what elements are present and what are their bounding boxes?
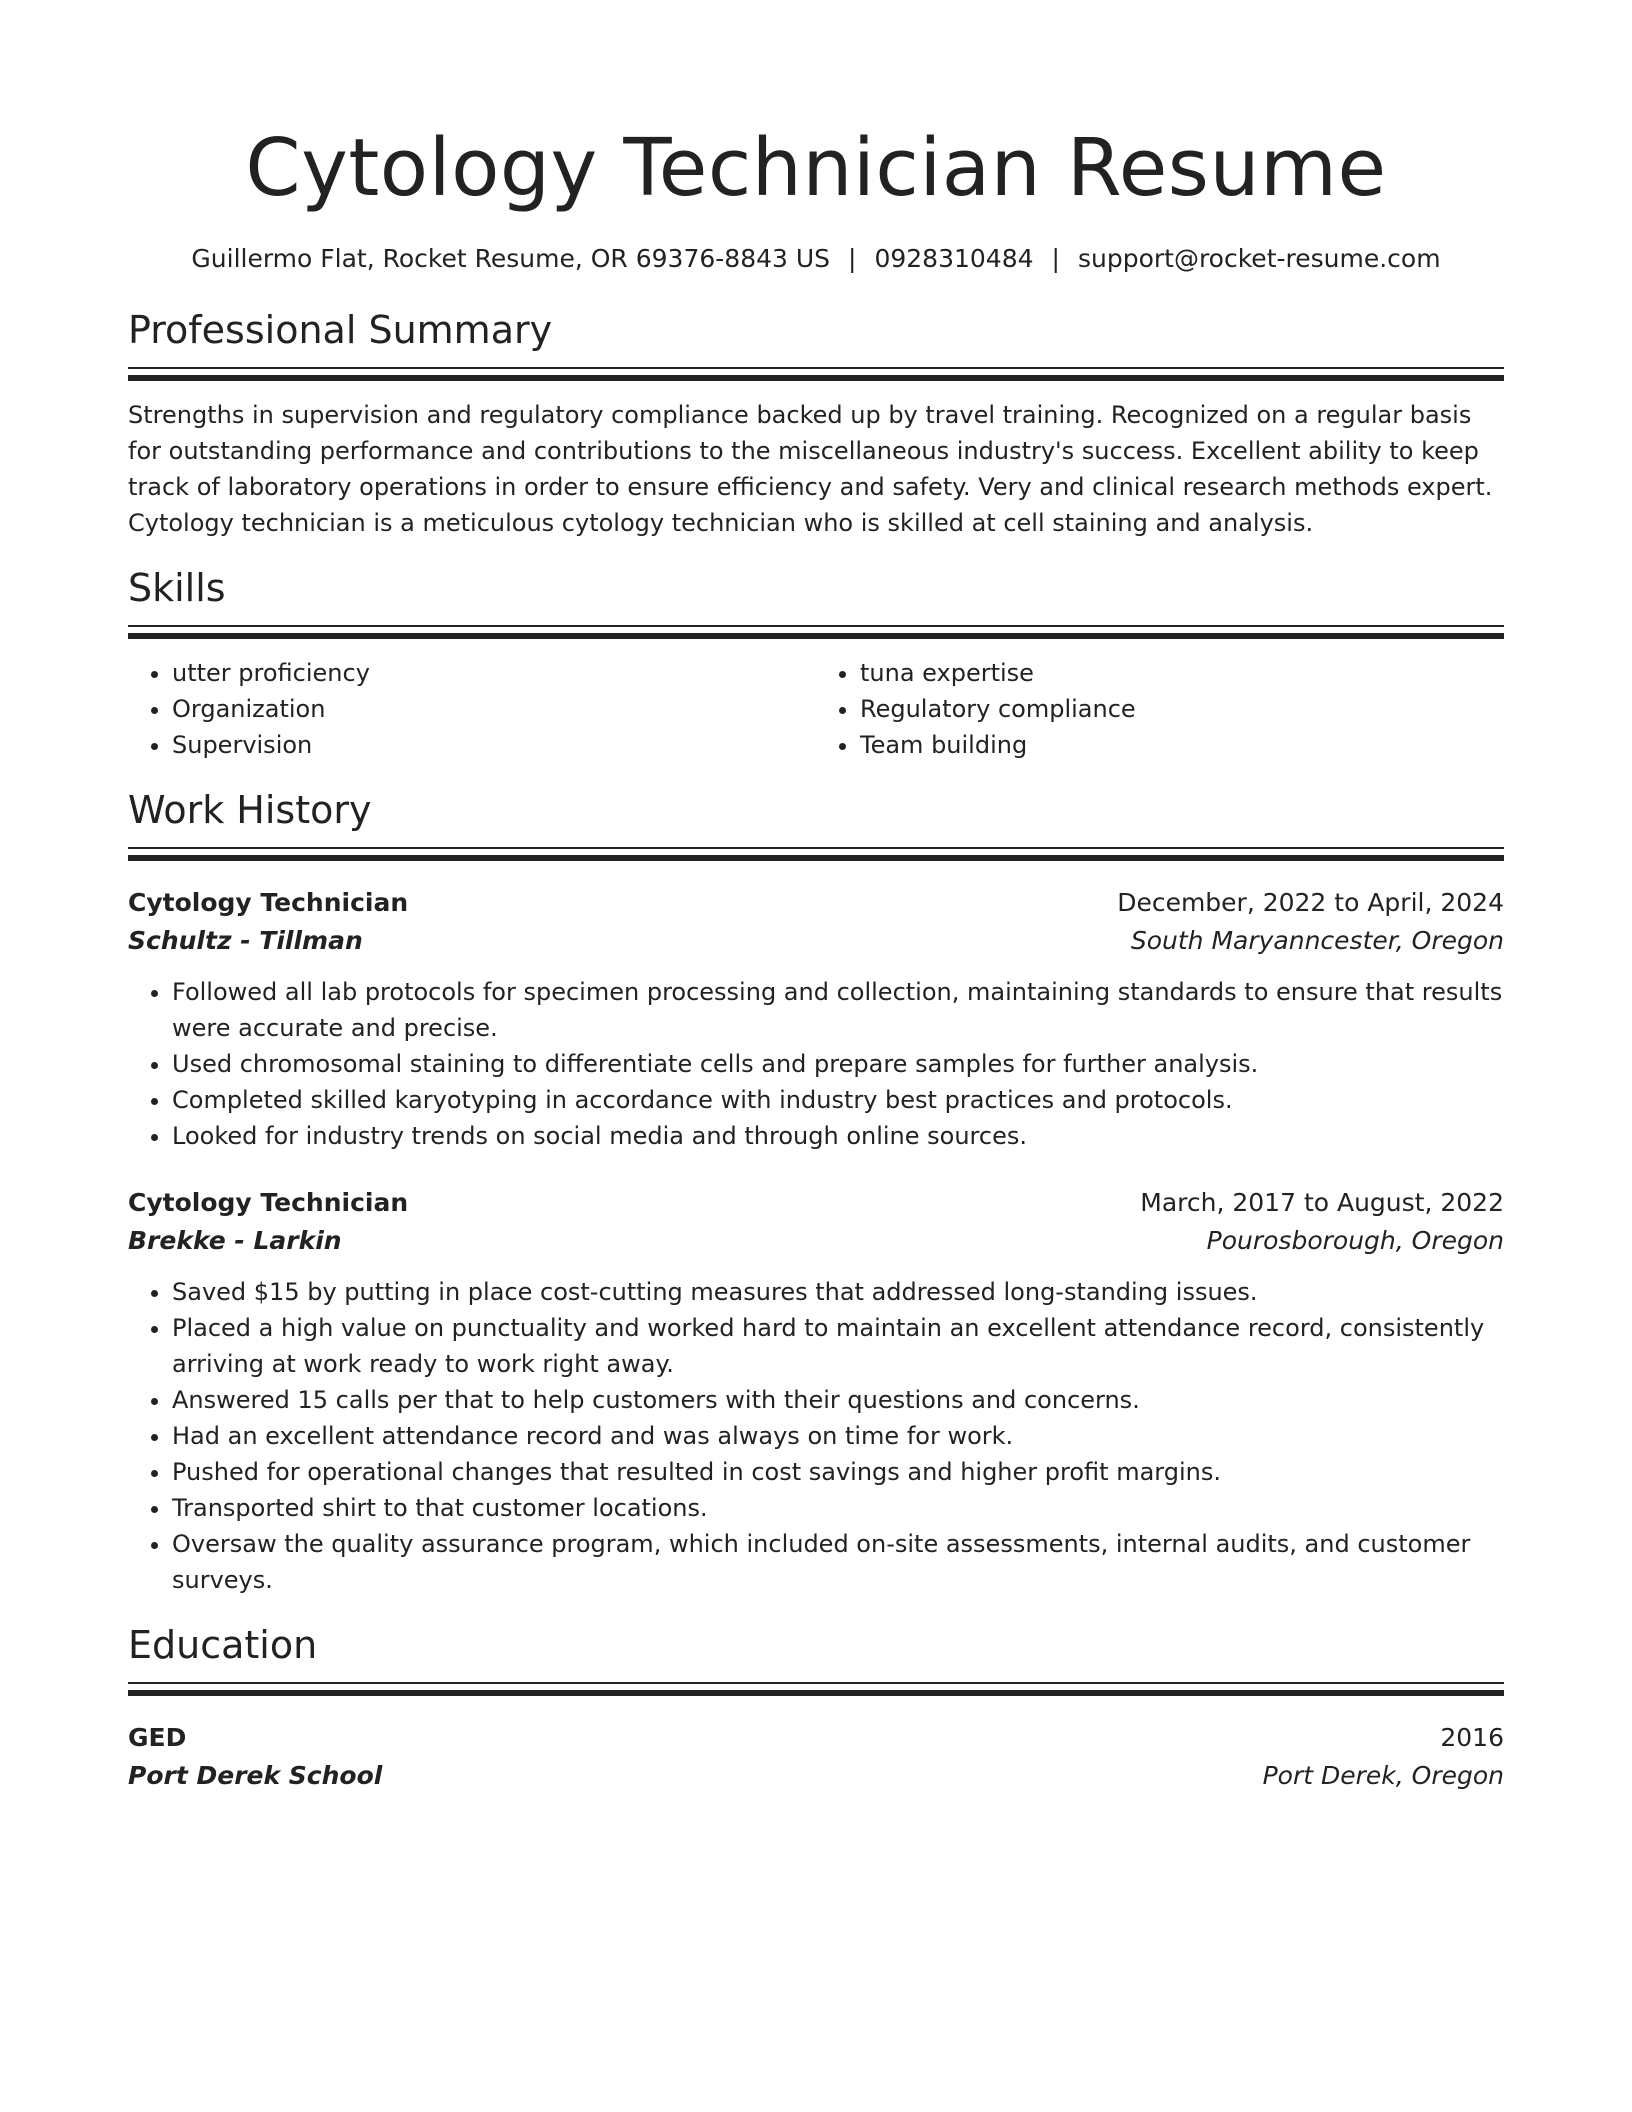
- contact-email: support@rocket-resume.com: [1077, 244, 1441, 273]
- education-heading: Education: [128, 1623, 318, 1667]
- resume-title: Cytology Technician Resume: [245, 122, 1387, 214]
- skills-column-left: [128, 655, 816, 763]
- skill-item: • utter proficiency: [172, 655, 816, 691]
- job-bullet: • Placed a high value on punctuality and worked hard to maintain an excellent attendance record, consistently arriving at work ready to work right away.: [172, 1310, 1504, 1382]
- education-section: [128, 1620, 1504, 1795]
- job-bullet: • Looked for industry trends on social media and through online sources.: [172, 1118, 1504, 1154]
- job-bullet: • Completed skilled karyotyping in accordance with industry best practices and protocols.: [172, 1082, 1504, 1118]
- education-school: Port Derek School: [128, 1761, 383, 1790]
- job-title: Cytology Technician: [128, 1188, 409, 1217]
- skills-list: [128, 655, 1504, 763]
- work-section: [128, 785, 1504, 1598]
- job-dates: December, 2022 to April, 2024: [1117, 888, 1504, 917]
- job-header: [128, 1184, 1504, 1222]
- education-year: 2016: [1440, 1723, 1504, 1752]
- contact-separator: |: [1051, 244, 1060, 273]
- section-divider: [128, 847, 1504, 869]
- skill-item: • Regulatory compliance: [860, 691, 1504, 727]
- skills-column-right: [816, 655, 1504, 763]
- job-bullets: [128, 974, 1504, 1154]
- job-bullet: • Answered 15 calls per that to help customers with their questions and concerns.: [172, 1382, 1504, 1418]
- job-bullet: • Transported shirt to that customer locations.: [172, 1490, 1504, 1526]
- job-location: Pourosborough, Oregon: [1206, 1226, 1504, 1255]
- job-dates: March, 2017 to August, 2022: [1140, 1188, 1504, 1217]
- skill-item: • tuna expertise: [860, 655, 1504, 691]
- summary-heading: Professional Summary: [128, 308, 553, 352]
- job-entry: [128, 884, 1504, 1154]
- section-divider: [128, 367, 1504, 389]
- section-divider: [128, 625, 1504, 647]
- education-degree: GED: [128, 1723, 187, 1752]
- work-heading: Work History: [128, 788, 372, 832]
- job-bullet: • Had an excellent attendance record and was always on time for work.: [172, 1418, 1504, 1454]
- section-divider: [128, 1682, 1504, 1704]
- job-header: [128, 884, 1504, 922]
- job-bullets: [128, 1274, 1504, 1598]
- contact-phone: 0928310484: [874, 244, 1034, 273]
- skill-item: • Supervision: [172, 727, 816, 763]
- education-location: Port Derek, Oregon: [1262, 1761, 1504, 1790]
- job-bullet: • Followed all lab protocols for specimen processing and collection, maintaining standards to ensure that results were accurate and precise.: [172, 974, 1504, 1046]
- summary-section: [128, 305, 1504, 541]
- contact-address: Guillermo Flat, Rocket Resume, OR 69376-8843 US: [191, 244, 831, 273]
- job-company: Schultz - Tillman: [128, 926, 363, 955]
- job-bullet: • Pushed for operational changes that resulted in cost savings and higher profit margins.: [172, 1454, 1504, 1490]
- job-entry: [128, 1184, 1504, 1598]
- skill-item: • Organization: [172, 691, 816, 727]
- skills-heading: Skills: [128, 566, 226, 610]
- summary-text: Strengths in supervision and regulatory compliance backed up by travel training. Recognized on a regular basis for outstanding performance and contributions to the miscellaneous industry's success. Excellent ability to keep track of laboratory operations in order to ensure efficiency and safety. Very and clinical research methods expert. Cytology technician is a meticulous cytology technician who is skilled at cell staining and analysis.: [128, 401, 1493, 537]
- job-bullet: • Saved $15 by putting in place cost-cutting measures that addressed long-standing issues.: [172, 1274, 1504, 1310]
- job-location: South Maryanncester, Oregon: [1130, 926, 1504, 955]
- education-subheader: [128, 1757, 1504, 1795]
- job-bullet: • Oversaw the quality assurance program, which included on-site assessments, internal audits, and customer surveys.: [172, 1526, 1504, 1598]
- skills-section: [128, 563, 1504, 763]
- job-title: Cytology Technician: [128, 888, 409, 917]
- contact-separator: |: [848, 244, 857, 273]
- job-company: Brekke - Larkin: [128, 1226, 342, 1255]
- skill-item: • Team building: [860, 727, 1504, 763]
- job-subheader: [128, 1222, 1504, 1260]
- education-entry: [128, 1719, 1504, 1795]
- contact-line: [128, 242, 1504, 276]
- job-subheader: [128, 922, 1504, 960]
- job-bullet: • Used chromosomal staining to differentiate cells and prepare samples for further analysis.: [172, 1046, 1504, 1082]
- education-header: [128, 1719, 1504, 1757]
